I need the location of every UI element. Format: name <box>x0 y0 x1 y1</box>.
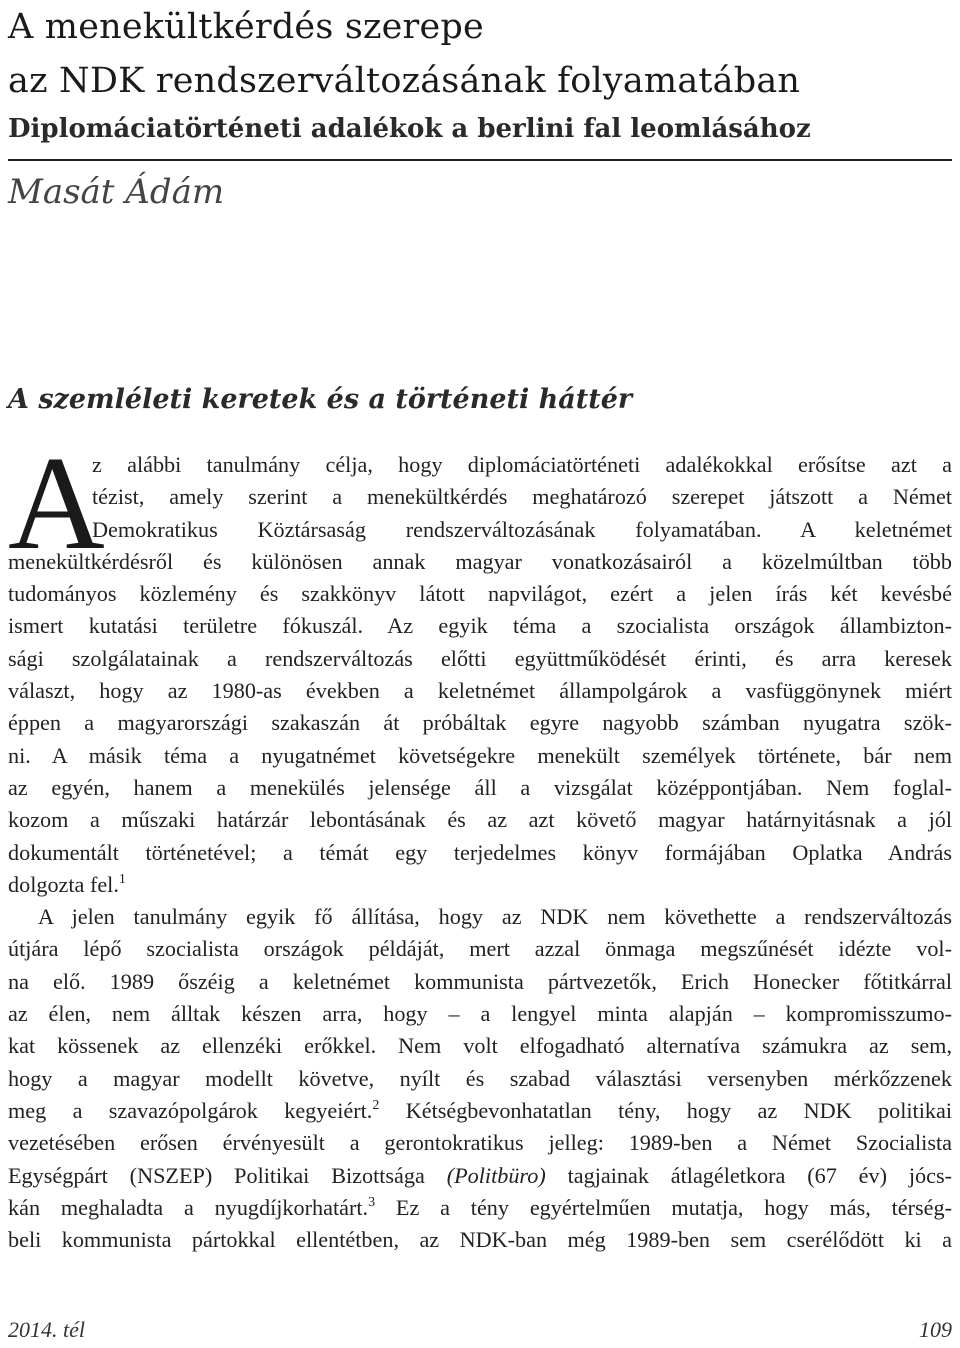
title-line-1: A menekültkérdés szerepe <box>8 7 484 47</box>
body-line: dokumentált történetével; a témát egy terjedelmes könyv formájában Oplatka András <box>8 839 952 865</box>
body-line: az élen, nem álltak készen arra, hogy – a lengyel minta alapján – kompromisszumo- <box>8 1001 952 1027</box>
body-text-run: Ez a tény egyértelműen mutatja, hogy más, térség- <box>375 1194 952 1220</box>
section-heading: A szemléleti keretek és a történeti háttér <box>8 384 633 415</box>
body-text-run: Egységpárt (NSZEP) Politikai Bizottsága <box>8 1162 447 1188</box>
body-line: beli kommunista pártokkal ellentétben, az NDK-ban még 1989-ben sem cserélődött ki a <box>8 1227 952 1253</box>
body-line <box>8 1192 952 1224</box>
body-line: az egyén, hanem a menekülés jelensége áll a vizsgálat középpontjában. Nem foglal- <box>8 774 952 800</box>
author-name: Masát Ádám <box>8 172 225 212</box>
body-line: ismert kutatási területre fókuszál. Az egyik téma a szocialista országok állambizton- <box>8 613 952 639</box>
body-text-run: dolgozta fel. <box>8 871 119 897</box>
body-text-run: Kétségbevonhatatlan tény, hogy az NDK politikai <box>379 1097 952 1123</box>
footnote-ref-1[interactable]: 1 <box>118 871 126 887</box>
body-line: éppen a magyarországi szakaszán át próbáltak egyre nagyobb számban nyugatra szök- <box>8 710 952 736</box>
footnote-ref-3[interactable]: 3 <box>368 1194 376 1210</box>
body-line: ni. A másik téma a nyugatnémet követségekre menekült személyek története, bár nem <box>8 742 952 768</box>
title-divider <box>8 159 952 161</box>
drop-cap: A <box>8 429 105 577</box>
body-line: kat kössenek az ellenzéki erőkkel. Nem volt elfogadható alternatíva számukra az sem, <box>8 1033 952 1059</box>
emphasis-politburo: (Politbüro) <box>446 1162 546 1188</box>
body-line: tézist, amely szerint a menekültkérdés meghatározó szerepet játszott a Német <box>92 484 952 510</box>
footnote-ref-2[interactable]: 2 <box>372 1097 380 1113</box>
body-line: menekültkérdésről és különösen annak magyar vonatkozásairól a közelmúltban több <box>8 548 952 574</box>
body-line: tudományos közlemény és szakkönyv látott napvilágot, ezért a jelen írás két kevésbé <box>8 581 952 607</box>
body-line <box>8 1160 952 1192</box>
article-subtitle: Diplomáciatörténeti adalékok a berlini fal leomlásához <box>8 114 811 144</box>
body-line <box>8 1095 952 1127</box>
body-line: sági szolgálatainak a rendszerváltozás előtti együttműködését érinti, és arra keresek <box>8 645 952 671</box>
body-text-run: kán meghaladta a nyugdíjkorhatárt. <box>8 1194 369 1220</box>
body-line: na elő. 1989 őszéig a keletnémet kommunista pártvezetők, Erich Honecker főtitkárral <box>8 968 952 994</box>
body-line: választ, hogy az 1980-as években a keletnémet állampolgárok a vasfüggönynek miért <box>8 678 952 704</box>
body-text <box>8 449 952 1256</box>
title-line-2: az NDK rendszerváltozásának folyamatában <box>8 61 801 101</box>
body-text-run: tagjainak átlagéletkora (67 év) jócs- <box>545 1162 952 1188</box>
page-number: 109 <box>919 1317 952 1342</box>
body-line: vezetésében erősen érvényesült a gerontokratikus jelleg: 1989-ben a Német Szocialista <box>8 1130 952 1156</box>
footer-issue: 2014. tél <box>8 1317 85 1342</box>
body-line <box>8 869 952 901</box>
body-line: Demokratikus Köztársaság rendszerváltozásának folyamatában. A keletnémet <box>92 516 952 542</box>
article-title <box>8 0 948 108</box>
body-text-run: meg a szavazópolgárok kegyeiért. <box>8 1097 373 1123</box>
body-line: z alábbi tanulmány célja, hogy diplomáciatörténeti adalékokkal erősítse azt a <box>92 452 952 477</box>
body-line: kozom a műszaki határzár lebontásának és az azt követő magyar határnyitásnak a jól <box>8 807 952 833</box>
body-line: útjára lépő szocialista országok példáját, mert azzal önmaga megszűnését idézte vol- <box>8 936 952 962</box>
body-line: hogy a magyar modellt követve, nyílt és szabad választási versenyben mérkőzzenek <box>8 1065 952 1091</box>
body-line: A jelen tanulmány egyik fő állítása, hogy az NDK nem követhette a rendszerváltozás <box>38 904 952 930</box>
